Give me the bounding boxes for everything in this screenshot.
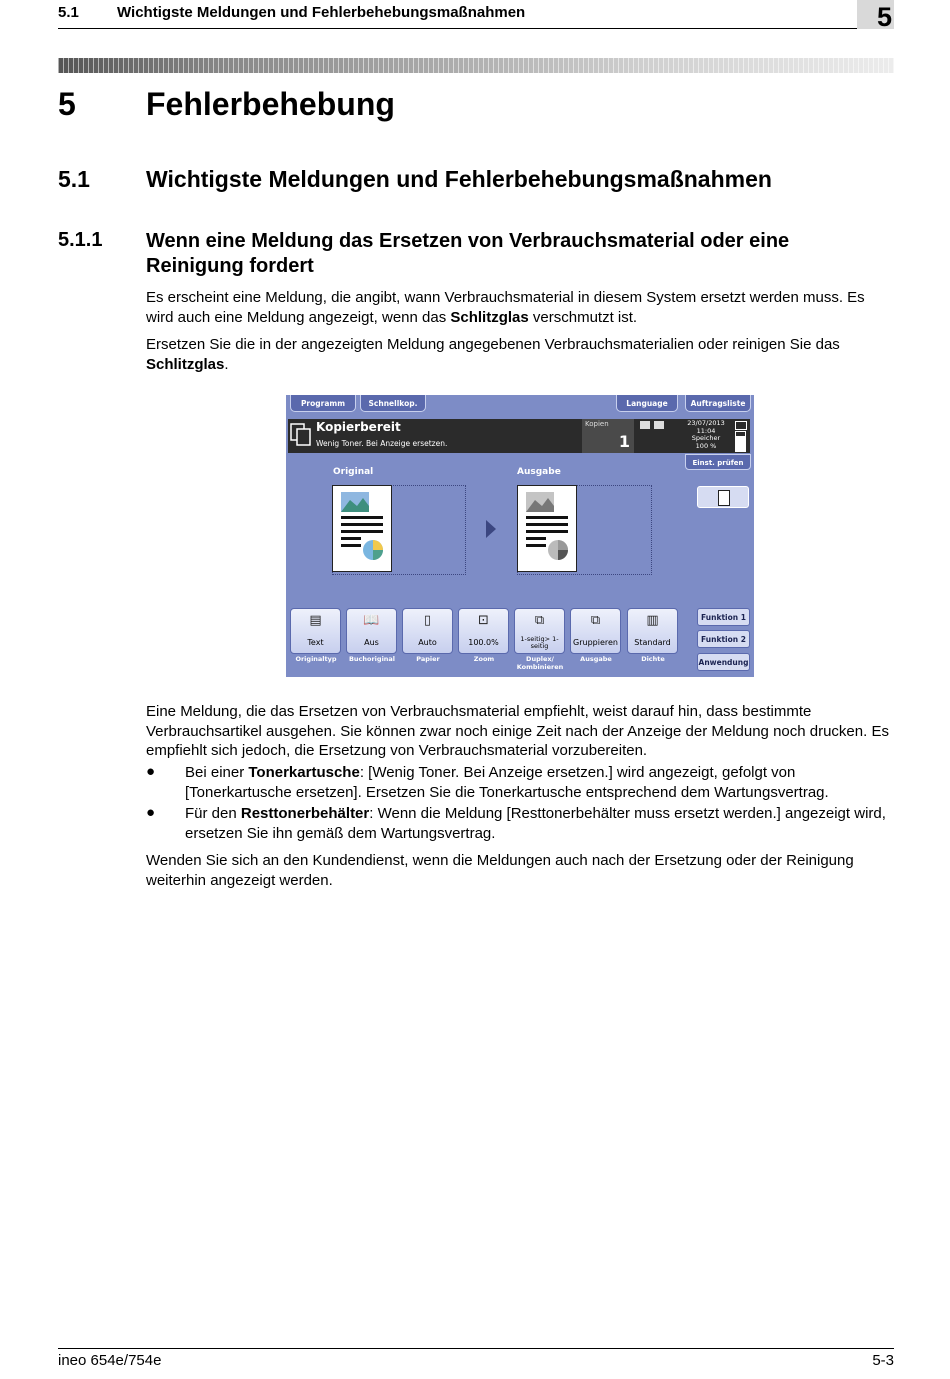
quick-copy-button[interactable]: Schnellkop.: [360, 395, 426, 412]
duplex-icon: ⧉: [534, 613, 545, 628]
term-schlitzglas: Schlitzglas: [450, 308, 529, 326]
copies-value: 1: [618, 432, 630, 451]
book-icon: 📖: [363, 613, 380, 628]
density-icon: ▥: [646, 613, 659, 628]
zoom-icon: ⊡: [478, 613, 489, 628]
term-schlitzglas: Schlitzglas: [146, 355, 225, 373]
density-button[interactable]: ▥ Standard: [627, 608, 678, 654]
paragraph-2: Ersetzen Sie die in der angezeigten Meldung angegebenen Verbrauchsmaterialien oder reinigen Sie das Schlitzglas.: [146, 336, 840, 373]
job-list-button[interactable]: Auftragsliste: [685, 395, 751, 412]
toner-level-icon: [735, 431, 746, 452]
arrow-right-icon: [486, 520, 496, 538]
output-document-icon: [517, 485, 577, 572]
copies-counter: [582, 419, 634, 453]
paragraph-4: Wenden Sie sich an den Kundendienst, wenn die Meldungen auch nach der Ersetzung oder der Reinigung weiterhin angezeigt werden.: [146, 852, 854, 889]
paragraph-1: Es erscheint eine Meldung, die angibt, wann Verbrauchsmaterial in diesem System ersetzt werden muss. Es wird auch eine Meldung angezeigt, wenn das Schlitzglas verschmutzt ist.: [146, 289, 865, 326]
copies-label: Kopien: [585, 420, 609, 428]
picture-icon: [341, 492, 369, 512]
paper-icon: ▯: [423, 613, 432, 628]
section-title: Wichtigste Meldungen und Fehlerbehebungsmaßnahmen: [146, 166, 772, 192]
date-time: [686, 420, 726, 450]
paragraph-3: Eine Meldung, die das Ersetzen von Verbrauchsmaterial empfiehlt, weist darauf hin, dass bestimmte Verbrauchsartikel ausgehen. Sie können zwar noch einige Zeit nach der Anzeige der Meldung noch drucken. Es empfiehlt sich jedoch, die Ersetzung von Verbrauchsmaterial vorzubereiten.: [146, 703, 889, 759]
bullet-marker: ●: [146, 804, 156, 821]
header-rule: [58, 28, 894, 29]
footer-model: ineo 654e/754e: [58, 1352, 162, 1369]
control-panel-screenshot: [286, 395, 754, 677]
original-label: Original: [333, 467, 374, 477]
picture-icon: [526, 492, 554, 512]
original-document-icon: [332, 485, 392, 572]
section-number: 5.1: [58, 166, 90, 192]
footer-rule: [58, 1348, 894, 1349]
header-section-title: Wichtigste Meldungen und Fehlerbehebungsmaßnahmen: [117, 4, 526, 21]
check-settings-button[interactable]: Einst. prüfen: [685, 454, 751, 470]
output-caption: Ausgabe: [580, 655, 612, 663]
info-icon: [654, 421, 664, 429]
status-bar: [288, 419, 750, 453]
book-original-button[interactable]: 📖 Aus: [346, 608, 397, 654]
status-title: Kopierbereit: [316, 420, 401, 434]
chapter-title: Fehlerbehebung: [146, 86, 395, 122]
group-button[interactable]: ⧉ Gruppieren: [570, 608, 621, 654]
zoom-caption: Zoom: [473, 655, 495, 663]
footer-page-number: 5-3: [872, 1352, 894, 1369]
date: 23/07/2013: [687, 419, 725, 427]
time: 11:04: [696, 426, 716, 435]
lock-icon: [640, 421, 650, 429]
pie-chart-icon: [361, 538, 385, 562]
bullet-item-2: Für den Resttonerbehälter: Wenn die Meldung [Resttonerbehälter muss ersetzt werden.] angezeigt wird, ersetzen Sie ihn gemäß dem Wartungsvertrag.: [185, 805, 886, 842]
document-icon: ▤: [309, 613, 322, 628]
duplex-button[interactable]: ⧉ 1-seitig> 1-seitig: [514, 608, 565, 654]
status-message: Wenig Toner. Bei Anzeige ersetzen.: [316, 439, 448, 448]
language-button[interactable]: Language: [616, 395, 678, 412]
density-caption: Dichte: [641, 655, 665, 663]
header-section-number: 5.1: [58, 4, 79, 21]
copy-icon: [290, 423, 312, 447]
book-original-caption: Buchoriginal: [348, 655, 396, 663]
header-chapter-number: 5: [876, 2, 892, 32]
decorative-bar-stripes: [58, 58, 894, 73]
group-icon: ⧉: [590, 613, 601, 628]
paper-orientation-button[interactable]: [697, 486, 749, 508]
bullet-marker: ●: [146, 763, 156, 780]
subsection-title: Wenn eine Meldung das Ersetzen von Verbrauchsmaterial oder eine Reinigung fordert: [146, 230, 790, 277]
function-2-tab[interactable]: Funktion 2: [697, 630, 750, 648]
output-label: Ausgabe: [517, 467, 561, 477]
memory-value: 100 %: [695, 441, 717, 450]
memory-label: Speicher: [691, 434, 721, 442]
pie-chart-icon: [546, 538, 570, 562]
function-1-tab[interactable]: Funktion 1: [697, 608, 750, 626]
duplex-caption: Duplex/ Kombinieren: [516, 655, 564, 671]
application-tab[interactable]: Anwendung: [697, 653, 750, 671]
mail-icon: [735, 421, 747, 430]
program-button[interactable]: Programm: [290, 395, 356, 412]
paper-button[interactable]: ▯ Auto: [402, 608, 453, 654]
paper-caption: Papier: [416, 655, 440, 663]
original-type-button[interactable]: ▤ Text: [290, 608, 341, 654]
zoom-button[interactable]: ⊡ 100.0%: [458, 608, 509, 654]
subsection-number: 5.1.1: [58, 229, 103, 251]
page-icon: [718, 490, 730, 506]
bullet-item-1: Bei einer Tonerkartusche: [Wenig Toner. Bei Anzeige ersetzen.] wird angezeigt, gefolgt von [Tonerkartusche ersetzen]. Ersetzen Sie die Tonerkartusche entsprechend dem Wartungsvertrag.: [185, 764, 829, 801]
chapter-number: 5: [58, 86, 76, 122]
original-type-caption: Originaltyp: [295, 655, 337, 663]
